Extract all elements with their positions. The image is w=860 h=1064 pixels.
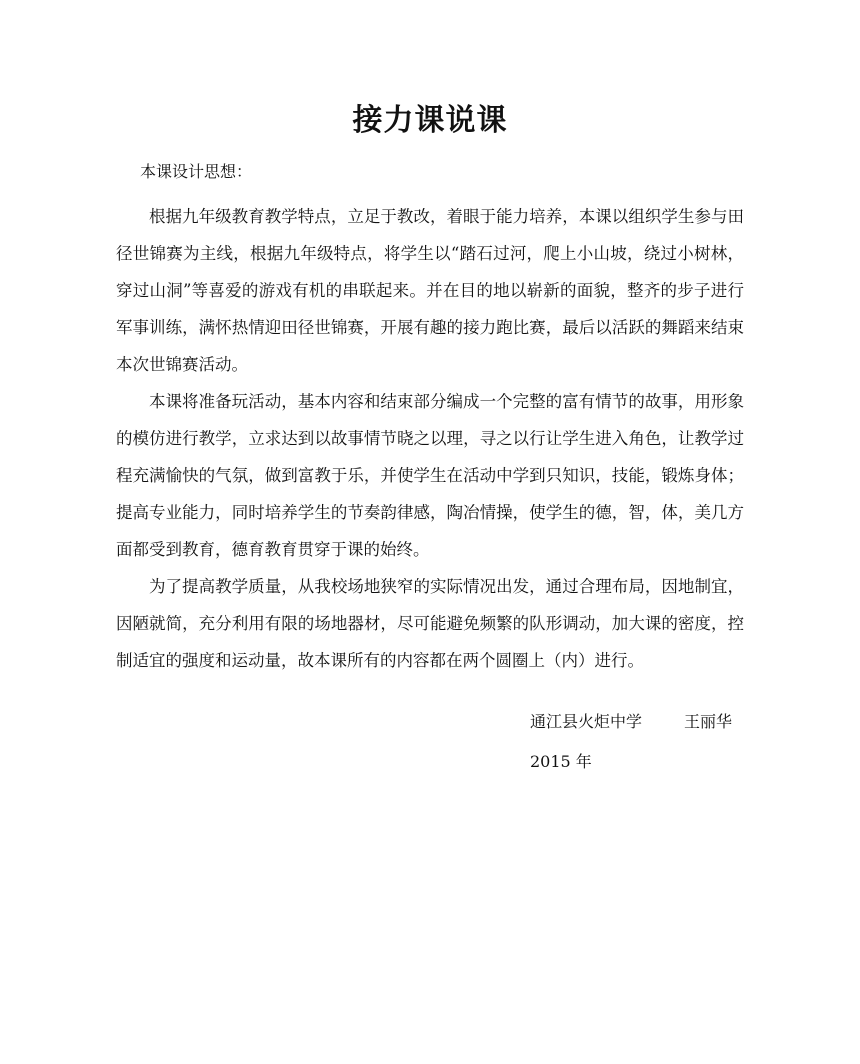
signature-line (530, 710, 732, 734)
author-name: 王丽华 (684, 712, 733, 731)
design-idea-heading: 本课设计思想： (140, 162, 253, 181)
school-name: 通江县火炬中学 (530, 712, 643, 731)
paragraph-2: 本课将准备玩活动，基本内容和结束部分编成一个完整的富有情节的故事，用形象的模仿进行教学，立求达到以故事情节晓之以理，寻之以行让学生进入角色，让教学过程充满愉快的气氛，做到富教于乐，并使学生在活动中学到只知识，技能，锻炼身体；提高专业能力，同时培养学生的节奏韵律感，陶冶情操，使学生的德，智，体，美几方面都受到教育，德育教育贯穿于课的始终。 (116, 392, 744, 559)
paragraph-1: 根据九年级教育教学特点，立足于教改，着眼于能力培养，本课以组织学生参与田径世锦赛为主线，根据九年级特点，将学生以“踏石过河，爬上小山坡，绕过小树林，穿过山洞”等喜爱的游戏有机的串联起来。并在目的地以崭新的面貌，整齐的步子进行军事训练，满怀热情迎田径世锦赛，开展有趣的接力跑比赛，最后以活跃的舞蹈来结束本次世锦赛活动。 (116, 207, 744, 374)
paragraph-3: 为了提高教学质量，从我校场地狭窄的实际情况出发，通过合理布局，因地制宜，因陋就简，充分利用有限的场地器材，尽可能避免频繁的队形调动，加大课的密度，控制适宜的强度和运动量，故本课所有的内容都在两个圆圈上（内）进行。 (116, 577, 744, 670)
document-body (116, 198, 744, 679)
document-title: 接力课说课 (352, 103, 508, 138)
document-year: 2015 年 (530, 752, 592, 771)
